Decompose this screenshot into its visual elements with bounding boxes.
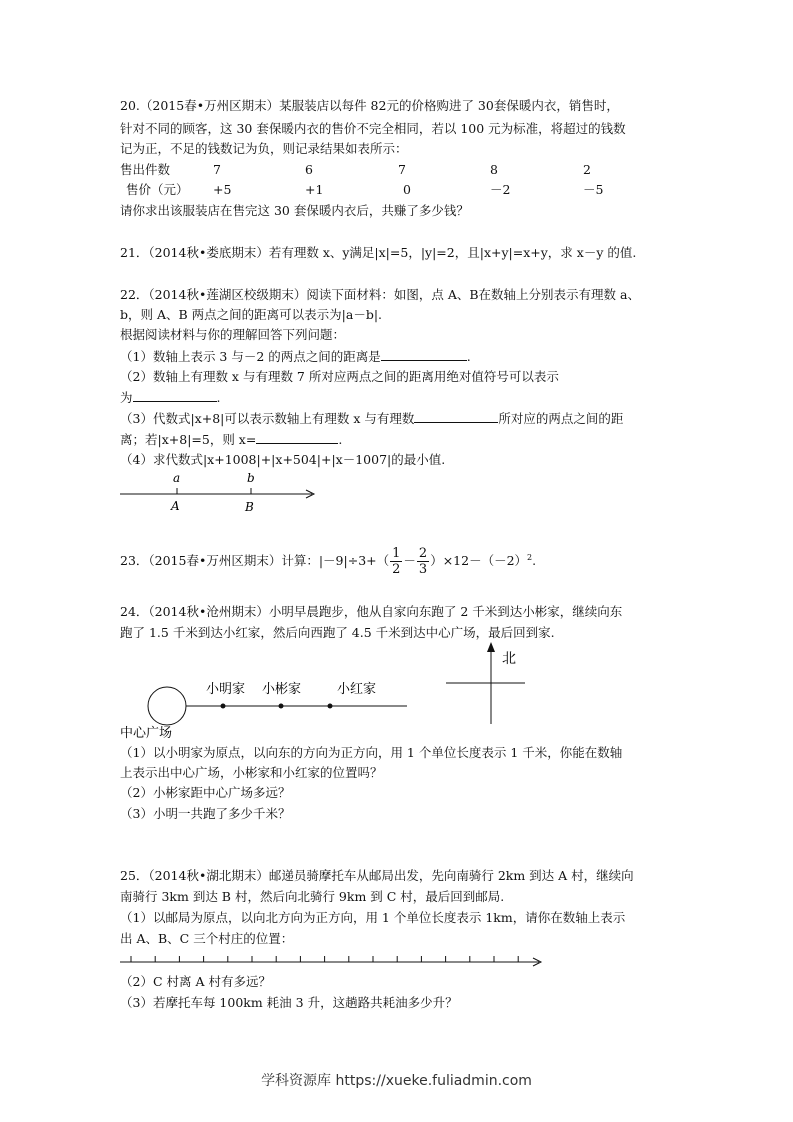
q22-line-2: b，则 A、B 两点之间的距离可以表示为|a－b|. <box>120 307 383 322</box>
q25-part-1-line-1: （1）以邮局为原点，以向北方向为正方向，用 1 个单位长度表示 1km，请你在数轴上表示 <box>120 910 626 925</box>
table-row2-label: 售价（元） <box>126 182 189 197</box>
table-cell: －2 <box>490 182 511 197</box>
label-A: A <box>171 499 180 513</box>
q21-line-1: 21．（2014秋•娄底期末）若有理数 x、y满足|x|=5，|y|=2，且|x+y|=x+y，求 x－y 的值. <box>120 245 637 260</box>
answer-blank[interactable] <box>256 430 338 444</box>
q22-p2-text: 为 <box>120 390 133 405</box>
q25-line-1: 25．（2014秋•湖北期末）邮递员骑摩托车从邮局出发，先向南骑行 2km 到达 A 村，继续向 <box>120 868 634 883</box>
q22-p1-text: （1）数轴上表示 3 与－2 的两点之间的距离是 <box>120 349 381 364</box>
fraction-one-half <box>390 546 402 577</box>
answer-blank[interactable] <box>133 388 217 402</box>
table-cell: 0 <box>403 182 411 197</box>
answer-blank[interactable] <box>381 347 467 361</box>
frac-den: 2 <box>392 562 401 578</box>
q24-line-1: 24．（2014秋•沧州期末）小明早晨跑步，他从自家向东跑了 2 千米到达小彬家，继续向东 <box>120 604 623 619</box>
label-a: a <box>173 471 181 485</box>
table-cell: +1 <box>305 182 324 197</box>
label-north: 北 <box>502 651 516 667</box>
table-cell: 2 <box>583 162 591 177</box>
q20-line-1: 20.（2015春•万州区期末）某服装店以每件 82元的价格购进了 30套保暖内衣，销售时， <box>120 98 619 113</box>
q24-part-1-line-1: （1）以小明家为原点，以向东的方向为正方向，用 1 个单位长度表示 1 千米，你能在数轴 <box>120 745 623 760</box>
q22-part-2-line-1: （2）数轴上有理数 x 与有理数 7 所对应两点之间的距离用绝对值符号可以表示 <box>120 369 559 384</box>
q22-part-4: （4）求代数式|x+1008|+|x+504|+|x－1007|的最小值. <box>120 452 446 467</box>
q20-line-3: 记为正，不足的钱数记为负，则记录结果如表所示： <box>120 141 408 156</box>
q24-map-diagram <box>115 636 545 746</box>
table-cell: +5 <box>213 182 232 197</box>
q22-line-3: 根据阅读材料与你的理解回答下列问题： <box>120 327 346 342</box>
frac-num: 1 <box>392 546 401 562</box>
table-cell: －5 <box>583 182 604 197</box>
minus-sign: － <box>403 553 416 569</box>
frac-num: 2 <box>418 546 428 562</box>
table-cell: 7 <box>398 162 406 177</box>
q25-part-3: （3）若摩托车每 100km 耗油 3 升，这趟路共耗油多少升？ <box>120 995 458 1010</box>
q20-line-2: 针对不同的顾客，这 30 套保暖内衣的售价不完全相同，若以 100 元为标准，将超过的钱数 <box>120 121 626 136</box>
q25-number-line <box>115 950 555 972</box>
exponent: 2 <box>527 553 533 562</box>
q24-line-2: 跑了 1.5 千米到达小红家，然后向西跑了 4.5 千米到达中心广场，最后回到家. <box>120 625 555 640</box>
tick-marks <box>131 956 518 962</box>
label-B: B <box>245 500 254 514</box>
q23-line <box>120 541 536 578</box>
q23-text-2: ）×12－（－2） <box>430 553 528 569</box>
label-b: b <box>247 471 255 485</box>
q22-line-1: 22．（2014秋•莲湖区校级期末）阅读下面材料：如图，点 A、B在数轴上分别表示有理数 a、 <box>120 287 640 302</box>
q20-line-4: 请你求出该服装店在售完这 30 套保暖内衣后，共赚了多少钱？ <box>120 203 469 218</box>
fraction-two-thirds <box>417 546 429 577</box>
footer-watermark: 学科资源库 https://xueke.fuliadmin.com <box>261 1073 532 1089</box>
q25-line-2: 南骑行 3km 到达 B 村，然后向北骑行 9km 到 C 村，最后回到邮局. <box>120 889 505 904</box>
table-cell: 8 <box>490 162 498 177</box>
q22-part-3-line-1 <box>120 409 623 428</box>
label-xiaoming-home: 小明家 <box>206 682 246 697</box>
q24-part-3: （3）小明一共跑了多少千米？ <box>120 806 291 821</box>
q23-end: . <box>532 553 537 569</box>
q22-part-2-line-2 <box>120 388 221 407</box>
q23-text: 23．（2015春•万州区期末）计算：|－9|÷3+（ <box>120 553 390 569</box>
table-cell: 7 <box>213 162 221 177</box>
xiaobin-home-dot <box>279 704 284 709</box>
q25-part-1-line-2: 出 A、B、C 三个村庄的位置： <box>120 931 294 946</box>
label-xiaobin-home: 小彬家 <box>262 682 302 697</box>
q25-part-2: （2）C 村离 A 村有多远？ <box>120 974 271 989</box>
table-cell: 6 <box>305 162 313 177</box>
center-square-circle <box>148 687 186 725</box>
q22-p1-end: . <box>466 349 471 364</box>
xiaohong-home-dot <box>328 704 333 709</box>
xiaoming-home-dot <box>221 704 226 709</box>
answer-blank[interactable] <box>414 409 498 423</box>
q22-number-line-diagram <box>115 470 325 516</box>
q22-p3-line2-text: 离；若|x+8|=5，则 x= <box>120 432 257 447</box>
label-xiaohong-home: 小红家 <box>337 682 377 697</box>
north-arrow-icon <box>487 642 495 652</box>
q22-part-3-line-2 <box>120 430 342 449</box>
q22-p3-line2-end: . <box>338 432 343 447</box>
q22-p3-text: （3）代数式|x+8|可以表示数轴上有理数 x 与有理数 <box>120 411 415 426</box>
frac-den: 3 <box>418 562 428 578</box>
q24-part-2: （2）小彬家距中心广场多远？ <box>120 785 291 800</box>
q24-part-1-line-2: 上表示出中心广场，小彬家和小红家的位置吗？ <box>120 765 383 780</box>
q22-part-1 <box>120 347 471 366</box>
table-row1-label: 售出件数 <box>120 162 171 177</box>
q22-p3-text-2: 所对应的两点之间的距 <box>498 411 624 426</box>
label-center-square: 中心广场 <box>120 726 173 741</box>
q22-p2-end: . <box>216 390 221 405</box>
